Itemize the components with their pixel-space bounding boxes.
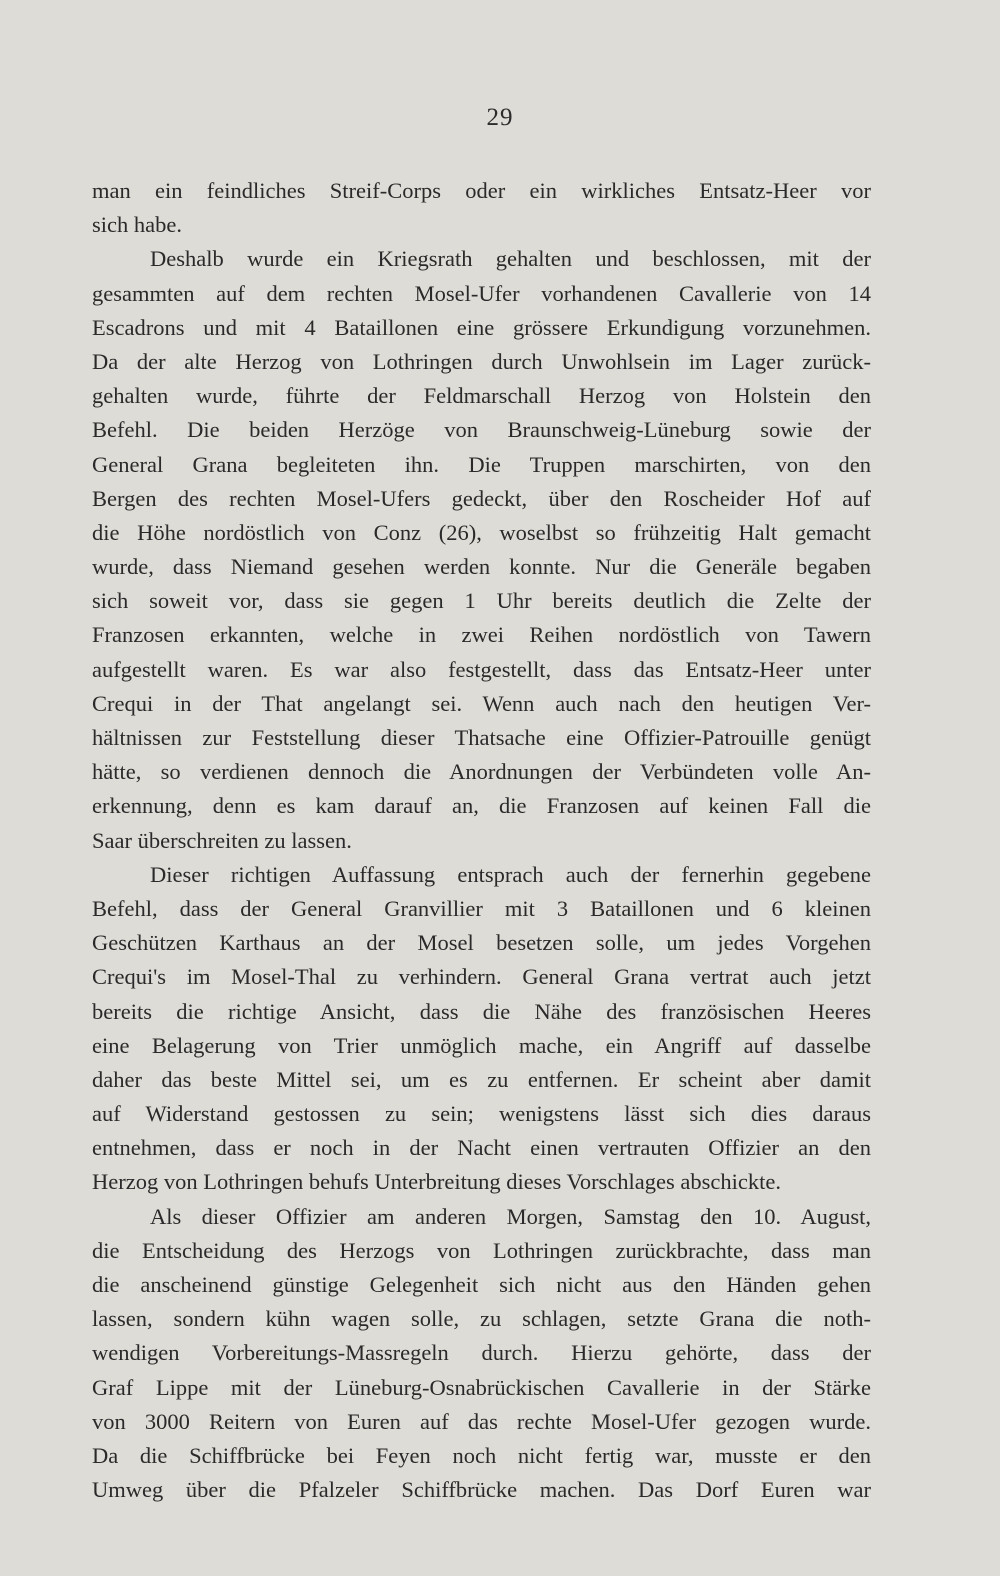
- text-line: lassen, sondern kühn wagen solle, zu schlagen, setzte Grana die noth-: [92, 1306, 871, 1332]
- text-line: gesammten auf dem rechten Mosel-Ufer vorhandenen Cavallerie von 14: [92, 280, 871, 306]
- text-line: erkennung, denn es kam darauf an, die Franzosen auf keinen Fall die: [92, 793, 871, 819]
- text-line: hältnissen zur Feststellung dieser Thatsache eine Offizier-Patrouille genügt: [92, 725, 871, 750]
- text-line: Befehl, dass der General Granvillier mit 3 Bataillonen und 6 kleinen: [92, 895, 871, 921]
- text-line: die Entscheidung des Herzogs von Lothringen zurückbrachte, dass man: [92, 1237, 871, 1263]
- text-line: Deshalb wurde ein Kriegsrath gehalten und beschlossen, mit der: [150, 246, 871, 272]
- text-line: wurde, dass Niemand gesehen werden konnte. Nur die Generäle begaben: [92, 554, 871, 580]
- text-line: Umweg über die Pfalzeler Schiffbrücke machen. Das Dorf Euren war: [92, 1477, 871, 1503]
- text-line: Dieser richtigen Auffassung entsprach auch der fernerhin gegebene: [150, 861, 871, 887]
- page-number: 29: [486, 104, 514, 131]
- text-line: sich soweit vor, dass sie gegen 1 Uhr bereits deutlich die Zelte der: [92, 588, 871, 614]
- text-line: Escadrons und mit 4 Bataillonen eine grössere Erkundigung vorzunehmen.: [92, 314, 871, 340]
- text-line: daher das beste Mittel sei, um es zu entfernen. Er scheint aber damit: [92, 1066, 871, 1092]
- text-line: entnehmen, dass er noch in der Nacht einen vertrauten Offizier an den: [92, 1135, 871, 1161]
- text-line: die Höhe nordöstlich von Conz (26), woselbst so frühzeitig Halt gemacht: [92, 519, 871, 545]
- text-line: Herzog von Lothringen behufs Unterbreitung dieses Vorschlages abschickte.: [92, 1169, 781, 1195]
- text-line: von 3000 Reitern von Euren auf das rechte Mosel-Ufer gezogen wurde.: [92, 1408, 871, 1434]
- text-line: gehalten wurde, führte der Feldmarschall Herzog von Holstein den: [92, 383, 871, 409]
- text-line: wendigen Vorbereitungs-Massregeln durch. Hierzu gehörte, dass der: [92, 1340, 871, 1366]
- text-line: Bergen des rechten Mosel-Ufers gedeckt, über den Roscheider Hof auf: [92, 485, 871, 511]
- text-line: Saar überschreiten zu lassen.: [92, 827, 352, 853]
- text-line: bereits die richtige Ansicht, dass die Nähe des französischen Heeres: [92, 998, 871, 1024]
- body-text: [92, 174, 871, 1507]
- text-line: Da die Schiffbrücke bei Feyen noch nicht fertig war, musste er den: [92, 1442, 871, 1468]
- text-line: sich habe.: [92, 212, 182, 238]
- text-line: Crequi in der That angelangt sei. Wenn auch nach den heutigen Ver-: [92, 690, 871, 716]
- text-line: General Grana begleiteten ihn. Die Truppen marschirten, von den: [92, 451, 871, 477]
- text-line: Geschützen Karthaus an der Mosel besetzen solle, um jedes Vorgehen: [92, 930, 871, 956]
- text-line: Als dieser Offizier am anderen Morgen, Samstag den 10. August,: [150, 1203, 871, 1229]
- text-line: Franzosen erkannten, welche in zwei Reihen nordöstlich von Tawern: [92, 622, 871, 648]
- text-line: man ein feindliches Streif-Corps oder ein wirkliches Entsatz-Heer vor: [92, 178, 871, 203]
- text-line: hätte, so verdienen dennoch die Anordnungen der Verbündeten volle An-: [92, 759, 871, 785]
- text-line: die anscheinend günstige Gelegenheit sich nicht aus den Händen gehen: [92, 1272, 871, 1297]
- text-line: aufgestellt waren. Es war also festgestellt, dass das Entsatz-Heer unter: [92, 656, 871, 682]
- text-line: Graf Lippe mit der Lüneburg-Osnabrückischen Cavallerie in der Stärke: [92, 1374, 871, 1400]
- text-line: Da der alte Herzog von Lothringen durch Unwohlsein im Lager zurück-: [92, 348, 871, 374]
- text-line: Befehl. Die beiden Herzöge von Braunschweig-Lüneburg sowie der: [92, 417, 871, 443]
- text-line: auf Widerstand gestossen zu sein; wenigstens lässt sich dies daraus: [92, 1101, 871, 1127]
- text-line: eine Belagerung von Trier unmöglich mache, ein Angriff auf dasselbe: [92, 1032, 871, 1058]
- text-line: Crequi's im Mosel-Thal zu verhindern. General Grana vertrat auch jetzt: [92, 964, 871, 990]
